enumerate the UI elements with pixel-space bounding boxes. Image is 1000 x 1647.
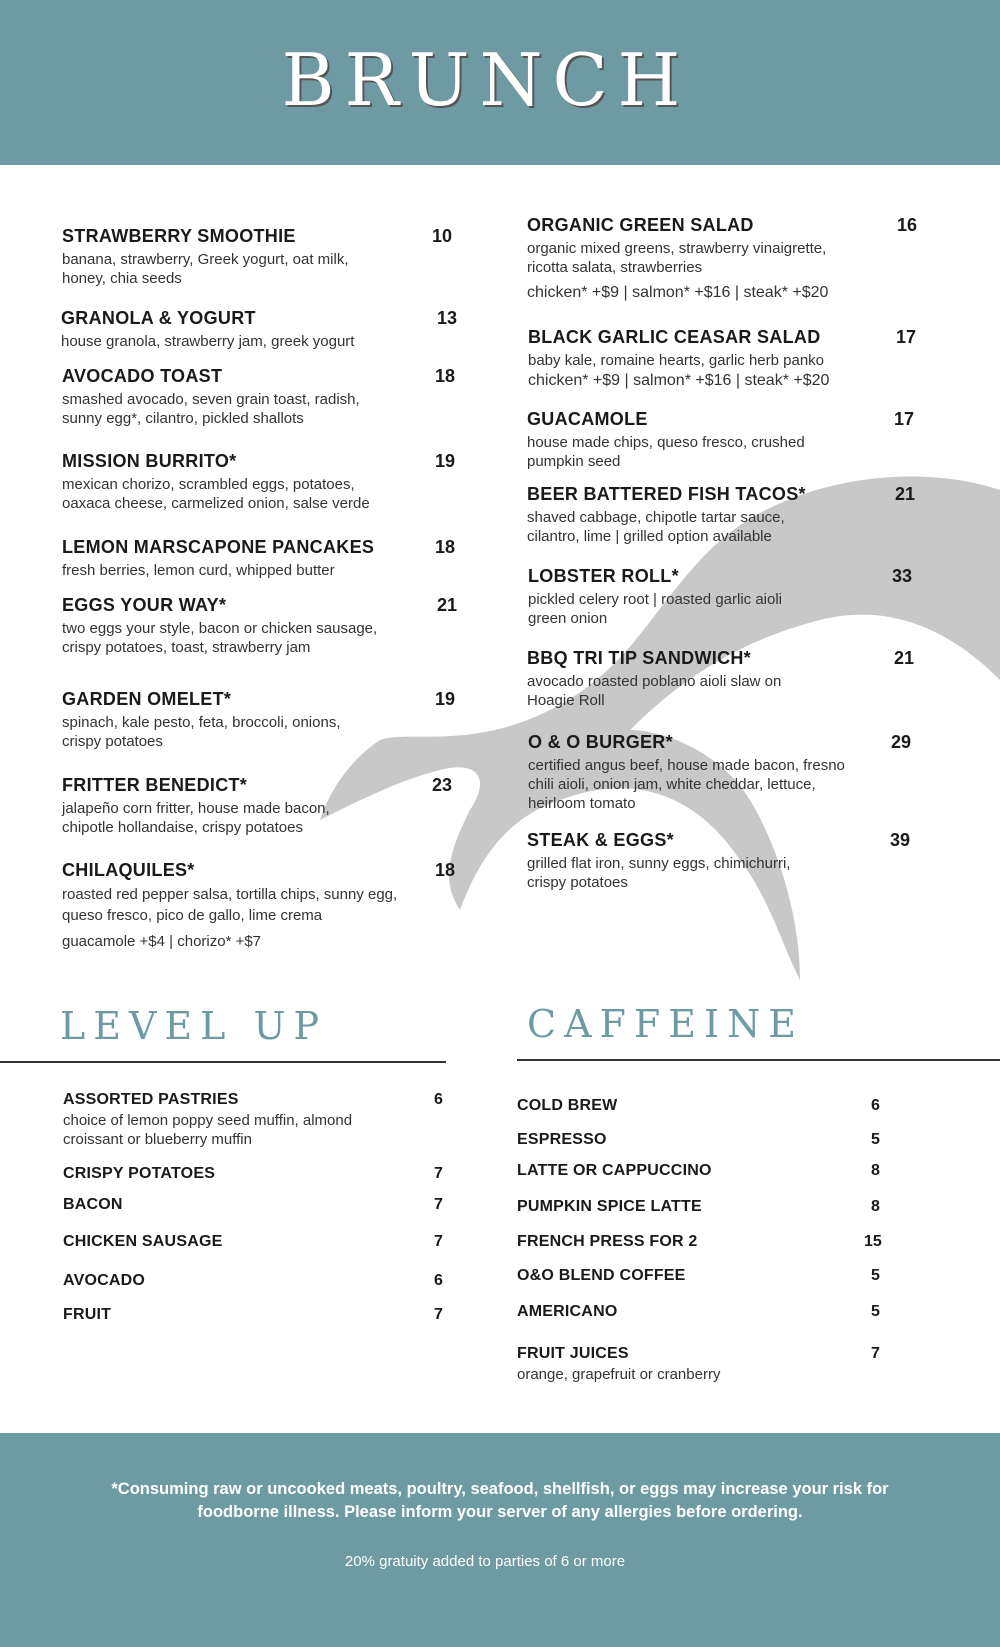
item-description: mexican chorizo, scrambled eggs, potatoes, oaxaca cheese, carmelized onion, salse verde: [62, 476, 370, 512]
item-name: O & O BURGER*: [528, 732, 673, 752]
item-price: 7: [434, 1233, 443, 1250]
item-price: 8: [871, 1198, 880, 1215]
item-name: GARDEN OMELET*: [62, 689, 232, 709]
menu-item: [527, 484, 917, 546]
caffeine-divider: [517, 1059, 1000, 1061]
item-name: COLD BREW: [517, 1097, 618, 1114]
item-name: AVOCADO: [63, 1272, 145, 1289]
item-price: 6: [871, 1097, 880, 1114]
side-item: [63, 1306, 447, 1324]
menu-item: [527, 215, 917, 303]
item-price: 21: [894, 648, 915, 668]
item-description: two eggs your style, bacon or chicken sausage, crispy potatoes, toast, strawberry jam: [62, 620, 378, 656]
item-description: baby kale, romaine hearts, garlic herb panko: [528, 352, 825, 369]
item-price: 8: [871, 1162, 880, 1179]
menu-item: [527, 830, 917, 892]
drink-item: [517, 1233, 887, 1251]
item-description: house made chips, queso fresco, crushed pumpkin seed: [527, 434, 805, 470]
item-price: 21: [895, 484, 916, 504]
level-up-divider: [0, 1061, 446, 1063]
item-price: 5: [871, 1131, 880, 1148]
item-price: 17: [894, 409, 915, 429]
side-item: [63, 1233, 447, 1251]
menu-item: [62, 595, 456, 657]
drink-item: [517, 1267, 887, 1285]
item-name: BBQ TRI TIP SANDWICH*: [527, 648, 751, 668]
drink-item: [517, 1303, 887, 1321]
caffeine-heading: CAFFEINE: [527, 1002, 804, 1046]
item-price: 6: [434, 1272, 443, 1289]
side-item: [63, 1196, 447, 1214]
item-name: FRENCH PRESS FOR 2: [517, 1233, 698, 1250]
item-price: 7: [434, 1306, 443, 1323]
item-name: ASSORTED PASTRIES: [63, 1091, 239, 1108]
item-name: ESPRESSO: [517, 1131, 607, 1148]
menu-item: [62, 860, 456, 952]
side-item: [63, 1272, 447, 1290]
level-up-heading: LEVEL UP: [60, 1004, 328, 1048]
item-description: certified angus beef, house made bacon, fresno chili aioli, onion jam, white cheddar, lettuce, heirloom tomato: [528, 757, 845, 812]
item-name: GRANOLA & YOGURT: [61, 308, 256, 328]
item-name: PUMPKIN SPICE LATTE: [517, 1198, 702, 1215]
item-name: STEAK & EGGS*: [527, 830, 674, 850]
item-name: O&O BLEND COFFEE: [517, 1267, 686, 1284]
item-description: orange, grapefruit or cranberry: [517, 1366, 721, 1383]
drink-item: [517, 1198, 887, 1216]
allergy-warning: *Consuming raw or uncooked meats, poultry, seafood, shellfish, or eggs may increase your risk for foodborne illness. Please inform your server of any allergies before ordering.: [111, 1480, 889, 1521]
drink-item: [517, 1097, 887, 1115]
item-price: 15: [864, 1233, 882, 1250]
menu-item: [62, 226, 456, 288]
item-price: 17: [896, 327, 917, 347]
item-description: smashed avocado, seven grain toast, radish, sunny egg*, cilantro, pickled shallots: [62, 391, 360, 427]
item-description: jalapeño corn fritter, house made bacon, chipotle hollandaise, crispy potatoes: [62, 800, 330, 836]
item-price: 7: [871, 1345, 880, 1362]
item-name: BACON: [63, 1196, 123, 1213]
item-name: EGGS YOUR WAY*: [62, 595, 227, 615]
item-name: FRUIT: [63, 1306, 112, 1323]
menu-item: [528, 732, 918, 813]
menu-item: [62, 451, 456, 513]
menu-item: [528, 566, 918, 628]
item-price: 5: [871, 1303, 880, 1320]
item-name: BEER BATTERED FISH TACOS*: [527, 484, 806, 504]
item-price: 19: [435, 689, 456, 709]
header-banner: [0, 0, 1000, 165]
item-name: ORGANIC GREEN SALAD: [527, 215, 754, 235]
menu-item: [62, 689, 456, 751]
menu-item: [527, 409, 917, 471]
item-price: 39: [890, 830, 911, 850]
item-addons: chicken* +$9 | salmon* +$16 | steak* +$20: [528, 372, 830, 389]
gratuity-note: 20% gratuity added to parties of 6 or more: [344, 1553, 626, 1570]
item-description: grilled flat iron, sunny eggs, chimichurri, crispy potatoes: [527, 855, 791, 891]
item-name: LATTE OR CAPPUCCINO: [517, 1162, 712, 1179]
footer-banner: [0, 1433, 1000, 1647]
item-description: banana, strawberry, Greek yogurt, oat milk, honey, chia seeds: [62, 251, 349, 287]
item-description: choice of lemon poppy seed muffin, almond croissant or blueberry muffin: [63, 1112, 353, 1148]
item-price: 7: [434, 1196, 443, 1213]
item-price: 5: [871, 1267, 880, 1284]
item-name: CRISPY POTATOES: [63, 1165, 216, 1182]
item-description: shaved cabbage, chipotle tartar sauce, cilantro, lime | grilled option available: [527, 509, 785, 545]
menu-item: [528, 327, 918, 391]
side-item: [63, 1091, 447, 1149]
item-name: MISSION BURRITO*: [62, 451, 237, 471]
item-addons: chicken* +$9 | salmon* +$16 | steak* +$20: [527, 284, 829, 301]
item-price: 6: [434, 1091, 443, 1108]
menu-item: [62, 775, 456, 837]
item-price: 16: [897, 215, 918, 235]
item-description: house granola, strawberry jam, greek yogurt: [61, 333, 355, 350]
menu-item: [527, 648, 917, 710]
item-price: 18: [435, 537, 456, 557]
item-description: roasted red pepper salsa, tortilla chips, sunny egg, queso fresco, pico de gallo, lime crema: [62, 886, 398, 924]
item-price: 29: [891, 732, 912, 752]
side-item: [63, 1165, 447, 1183]
item-name: CHILAQUILES*: [62, 860, 195, 880]
item-name: AMERICANO: [517, 1303, 618, 1320]
item-price: 7: [434, 1165, 443, 1182]
item-price: 18: [435, 860, 456, 880]
item-price: 13: [437, 308, 458, 328]
item-description: avocado roasted poblano aioli slaw on Hoagie Roll: [527, 673, 782, 709]
item-price: 19: [435, 451, 456, 471]
item-name: BLACK GARLIC CEASAR SALAD: [528, 327, 821, 347]
item-name: LOBSTER ROLL*: [528, 566, 679, 586]
item-price: 23: [432, 775, 453, 795]
item-price: 10: [432, 226, 453, 246]
drink-item: [517, 1131, 887, 1149]
item-price: 21: [437, 595, 458, 615]
item-name: GUACAMOLE: [527, 409, 648, 429]
menu-item: [62, 366, 456, 428]
menu-item: [62, 537, 456, 580]
item-name: FRUIT JUICES: [517, 1345, 629, 1362]
item-price: 18: [435, 366, 456, 386]
item-name: AVOCADO TOAST: [62, 366, 223, 386]
item-description: spinach, kale pesto, feta, broccoli, onions, crispy potatoes: [62, 714, 341, 750]
item-name: FRITTER BENEDICT*: [62, 775, 248, 795]
item-price: 33: [892, 566, 913, 586]
drink-item: [517, 1162, 887, 1180]
item-name: CHICKEN SAUSAGE: [63, 1233, 223, 1250]
item-description: organic mixed greens, strawberry vinaigrette, ricotta salata, strawberries: [527, 240, 827, 276]
item-name: STRAWBERRY SMOOTHIE: [62, 226, 296, 246]
item-addons: guacamole +$4 | chorizo* +$7: [62, 933, 262, 950]
menu-item: [61, 308, 458, 351]
item-description: fresh berries, lemon curd, whipped butter: [62, 562, 335, 579]
page-title: BRUNCH: [281, 38, 691, 122]
item-name: LEMON MARSCAPONE PANCAKES: [62, 537, 375, 557]
drink-item: [517, 1345, 887, 1384]
item-description: pickled celery root | roasted garlic aioli green onion: [528, 591, 783, 627]
